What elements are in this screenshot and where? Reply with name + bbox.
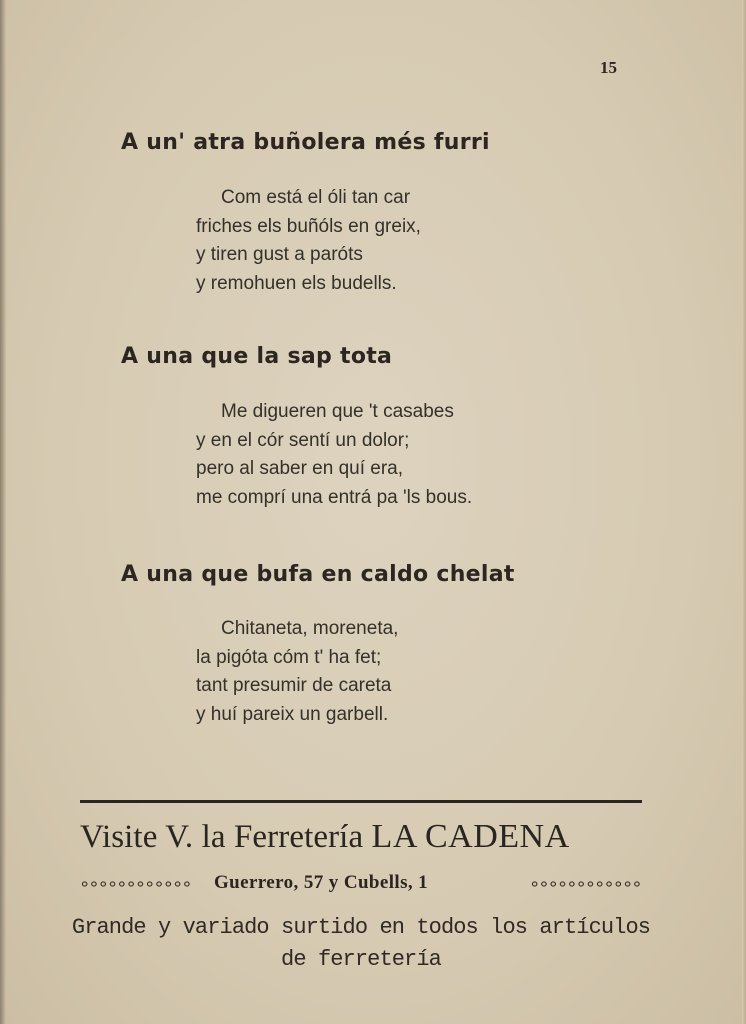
poem-line: y tiren gust a paróts	[196, 244, 363, 265]
ad-address: Guerrero, 57 y Cubells, 1	[214, 872, 429, 893]
page-number: 15	[600, 58, 617, 77]
poem-stanza	[196, 184, 421, 298]
poem-line: pero al saber en quí era,	[196, 458, 404, 479]
ornament-dots-right	[530, 880, 642, 888]
poem-line: Me digueren que 't casabes	[221, 401, 454, 422]
poem-title: A una que bufa en caldo chelat	[121, 562, 515, 587]
ad-headline	[80, 818, 642, 856]
poem-title: A una que la sap tota	[121, 344, 393, 369]
page-edge-right	[742, 0, 746, 1024]
ad-headline-prefix: Visite V. la Ferretería	[80, 819, 364, 855]
ad-address-row	[80, 872, 642, 896]
poem-line: Chitaneta, moreneta,	[221, 618, 399, 639]
poem-line: me comprí una entrá pa 'ls bous.	[196, 486, 473, 508]
poem-line: la pigóta cóm t' ha fet;	[196, 646, 382, 668]
poem-line: tant presumir de careta	[196, 675, 392, 696]
ad-tagline-line: Grande y variado surtido en todos los artículos	[71, 915, 651, 940]
poem-line: Com está el óli tan car	[221, 187, 411, 208]
poem-line: y en el cór sentí un dolor;	[196, 429, 410, 451]
poem-line: y huí pareix un garbell.	[196, 703, 389, 725]
poem-line: friches els buñóls en greix,	[196, 215, 421, 237]
poem-stanza	[196, 615, 398, 729]
poem-stanza	[196, 398, 472, 512]
poem-title: A un' atra buñolera més furri	[121, 130, 490, 155]
ad-tagline	[60, 912, 662, 976]
divider-rule	[80, 800, 642, 803]
page-edge-left	[0, 0, 6, 1024]
ad-tagline-line: de ferretería	[281, 947, 441, 972]
ad-store-name: LA CADENA	[371, 818, 570, 855]
poem-line: y remohuen els budells.	[196, 272, 397, 294]
ornament-dots-left	[80, 880, 192, 888]
